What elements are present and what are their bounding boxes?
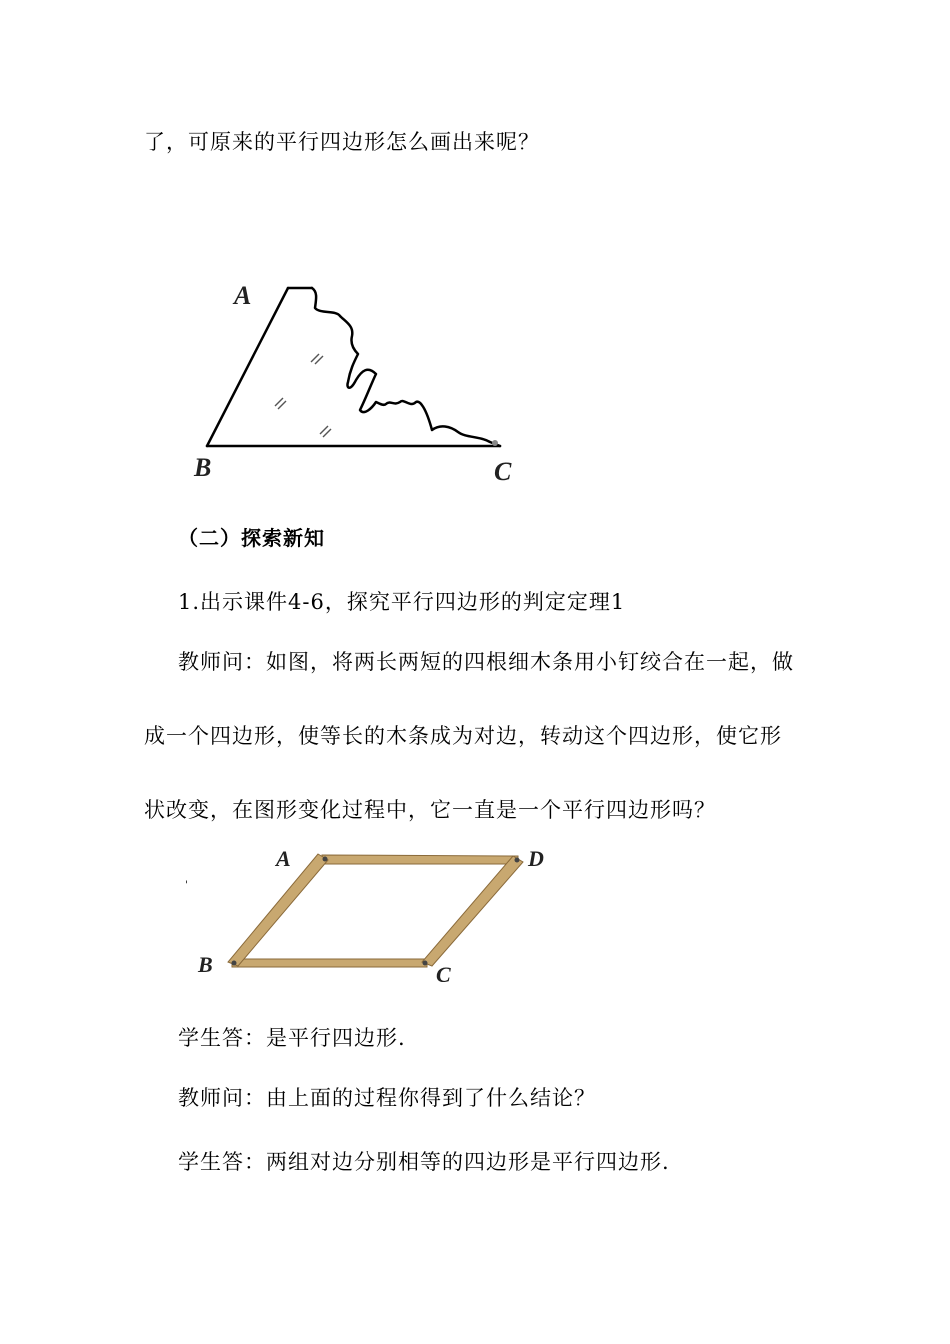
label-b: B xyxy=(194,453,212,482)
wood-strips xyxy=(228,854,523,967)
teacher-question-line1: 教师问：如图，将两长两短的四根细木条用小钉绞合在一起，做 xyxy=(178,650,794,674)
teacher-question-line2: 成一个四边形，使等长的木条成为对边，转动这个四边形，使它形 xyxy=(144,724,782,748)
strip-ad xyxy=(322,855,518,864)
label-c: C xyxy=(494,457,512,486)
side-ab xyxy=(207,288,288,446)
label-c: C xyxy=(436,962,451,987)
label-a: A xyxy=(276,846,291,871)
wooden-parallelogram-figure xyxy=(180,840,580,1000)
label-a: A xyxy=(234,281,252,310)
nail-d xyxy=(515,858,520,863)
strip-bc xyxy=(232,959,427,967)
teacher-question-line3: 状改变，在图形变化过程中，它一直是一个平行四边形吗？ xyxy=(144,798,716,822)
teacher-question-2: 教师问：由上面的过程你得到了什么结论？ xyxy=(178,1086,596,1110)
label-b: B xyxy=(198,952,213,977)
torn-parallelogram-figure xyxy=(140,270,560,490)
parallel-marks xyxy=(275,354,331,437)
nail-c xyxy=(423,961,428,966)
item-1: 1.出示课件4-6，探究平行四边形的判定定理1 xyxy=(178,590,626,614)
torn-edge xyxy=(312,288,500,446)
label-d: D xyxy=(528,846,544,871)
student-answer-2: 学生答：两组对边分别相等的四边形是平行四边形. xyxy=(178,1150,670,1174)
nail-a xyxy=(323,857,328,862)
nail-b xyxy=(232,961,237,966)
strip-dc xyxy=(422,856,523,966)
point-c-marker xyxy=(492,440,498,446)
torn-shape xyxy=(207,288,500,446)
stray-mark: ' xyxy=(185,880,188,891)
paragraph-continuation: 了，可原来的平行四边形怎么画出来呢？ xyxy=(144,130,540,154)
student-answer-1: 学生答：是平行四边形. xyxy=(178,1026,406,1050)
section-heading: （二）探索新知 xyxy=(178,526,325,550)
